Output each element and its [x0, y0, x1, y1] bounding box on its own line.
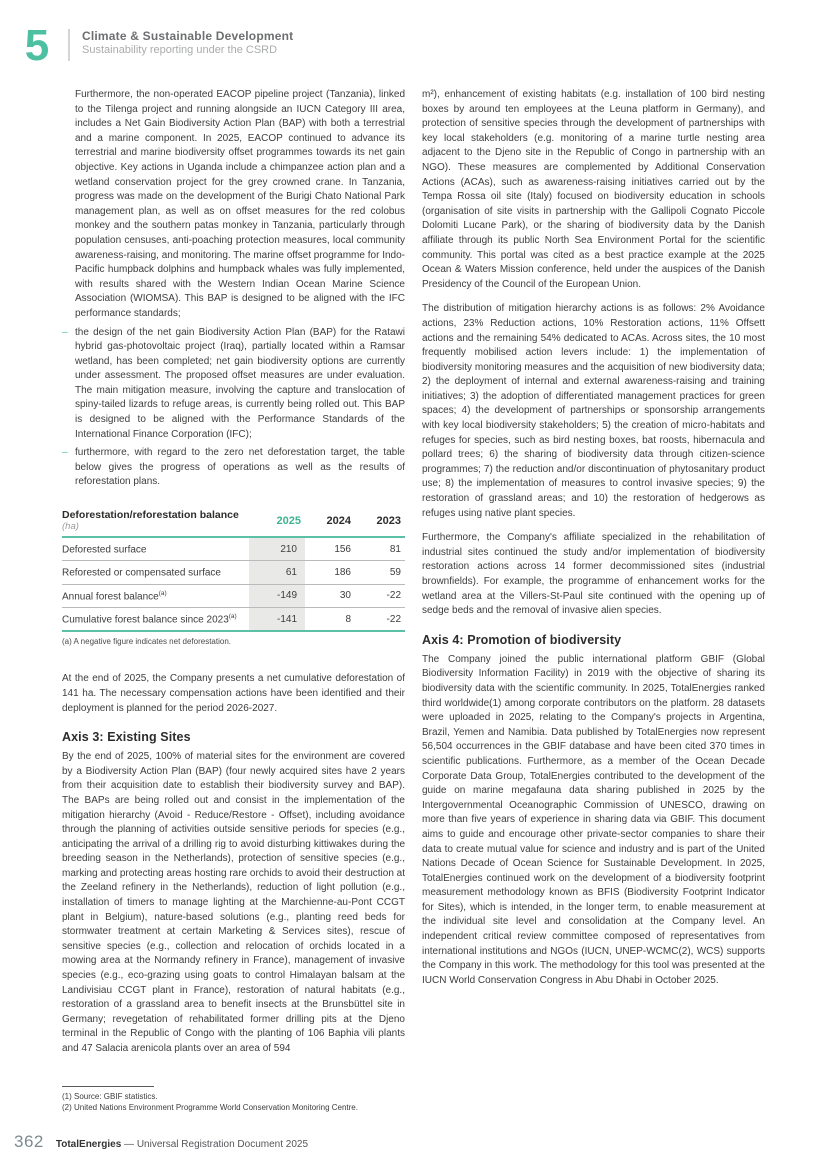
column-header-2025: 2025 — [249, 504, 305, 537]
cell-2024: 186 — [334, 567, 351, 579]
row-label-text: Reforested or compensated surface — [62, 567, 221, 579]
deforestation-table — [62, 504, 405, 632]
row-label-sup: (a) — [158, 589, 167, 597]
cell-2024: 8 — [345, 613, 351, 625]
table-row — [62, 561, 405, 584]
paragraph-cumulative-deforestation: At the end of 2025, the Company presents a net cumulative deforestation of 141 ha. The necessary compensation actions have been identified and their deployment is planned for the period 2026-2027. — [62, 673, 405, 714]
cell-2023: -22 — [386, 613, 401, 625]
cell-2025: -141 — [249, 608, 305, 632]
paragraph-rehabilitation: Furthermore, the Company's affiliate specialized in the rehabilitation of industrial sites continued the study and/or implementation of biodiversity restoration actions across 14 former decommissioned sites (industrial brownfields). For example, the programme of enhancement works for the wetland area at the Villers-St-Paul site continued with the opening up of sedge beds and the removal of invasive alien species. — [422, 532, 765, 617]
two-column-layout — [62, 88, 765, 1057]
bullet-dash: – — [62, 326, 68, 338]
paragraph-axis3: By the end of 2025, 100% of material sites for the environment are covered by a Biodiversity Action Plan (BAP) (four newly acquired sites have 2 years from their acquisition date to establish their biodiversity survey and BAP). The BAPs are being rolled out and consist in the implementation of the mitigation hierarchy (Avoid - Reduce/Restore - Offset), including avoidance through the planning of activities outside sensitive periods for species (e.g., anticipating the arrival of a drilling rig to avoid disturbing kittiwakes during the breeding season in the Netherlands), protection of sensitive species (e.g., marking and protecting areas hosting rare orchids to avoid their destruction at the Zeeland refinery in the Netherlands), reduction of light pollution (e.g., installation of timers to manage lighting at the Marchienne-au-Pont CCGT plant in Belgium), nature-based solutions (e.g., planting reed beds for stormwater treatment at certain Marketing & Services sites), rescue of sensitive species (e.g., collection and relocation of orchids located in a mowing area at the Normandy refinery in France), management of invasive species (e.g., eco-grazing using goats to control Himalayan balsam at the Landivisiau CCGT plant in France), restoration of natural habitats (e.g., restoration of a grassland area to benefit insects at the Brunsbüttel site in Germany; revegetation of rehabilitated former drilling pits at the Djeno terminal in the Republic of Congo with the planting of 106 Baphia vili plants and 47 Salacia arenicola plants over an area of 594 — [62, 751, 405, 1054]
row-label — [62, 584, 249, 607]
chapter-titles — [82, 26, 293, 56]
footer-brand: TotalEnergies — [55, 1139, 122, 1150]
table-header — [62, 504, 405, 537]
chapter-title: Climate & Sustainable Development — [82, 29, 294, 43]
axis4-heading: Axis 4: Promotion of biodiversity — [422, 632, 622, 647]
page-footer — [14, 1132, 308, 1152]
paragraph-habitats-continuation: m²), enhancement of existing habitats (e.g. installation of 100 bird nesting boxes by around ten employees at the Leuna platform in Germany), and protection of sensitive species through the development of partnerships with key local stakeholders (e.g. monitoring of a marine turtle nesting area adjacent to the Djeno site in the Republic of Congo in partnership with an NGO). These measures are complemented by Additional Conservation Actions (ACAs), such as awareness-raising initiatives carried out by the Tempa Rossa oil site (Italy) focused on biodiversity education in schools (organisation of site visits in partnership with the Gallipoli Cognato Piccole Dolomiti Lucane Park), or the sharing of biodiversity data by the Danish affiliate through its public North Sea Environment Portal for the scientific community. This portal was cited as a best practice example at the 2025 Ocean & Waters Mission conference, held under the auspices of the Danish Presidency of the Council of the European Union. — [422, 89, 765, 290]
page-number: 362 — [14, 1132, 44, 1151]
footnote-1: (1) Source: GBIF statistics. — [62, 1092, 158, 1101]
row-label-text: Deforested surface — [62, 544, 147, 556]
header-divider — [68, 29, 70, 61]
cell-2025: -149 — [249, 584, 305, 607]
cell-2024: 30 — [339, 590, 351, 602]
footnote-2: (2) United Nations Environment Programme World Conservation Monitoring Centre. — [62, 1103, 358, 1112]
table-row — [62, 537, 405, 561]
footer-text — [56, 1139, 308, 1150]
bullet-item-ratawi — [62, 326, 405, 443]
table-row — [62, 608, 405, 632]
row-label — [62, 537, 249, 561]
row-label — [62, 608, 249, 632]
row-label-text: Annual forest balance — [62, 591, 159, 603]
cell-2025: 210 — [249, 537, 305, 561]
page-footnotes — [62, 1086, 562, 1113]
paragraph-mitigation-distribution: The distribution of mitigation hierarchy actions is as follows: 2% Avoidance actions, 23% Reduction actions, 10% Restoration actions, 11% Offsett actions and the remaining 54% dedicated to ACAs. Across sites, the 10 most frequently mobilised action levers include: 1) the implementation of biodiversity monitoring measures and the acquisition of new biodiversity data; 2) the deployment of internal and external awareness-raising and training initiatives; 3) the adoption of differentiated management practices for green spaces; 4) the development of partnerships or sponsorship arrangements with key local biodiversity stakeholders; 5) the creation of micro-habitats and refuges for species, such as bird nesting boxes, bat roosts, hibernacula and pollard trees; 6) the sharing of biodiversity data through citizen-science programmes; 7) the reduction and/or discontinuation of phytosanitary product use; 8) the implementation of measures to control invasive species; 9) the restoration of grassland areas; and 10) the restoration of hedgerows as refuges using native plant species. — [422, 303, 765, 519]
left-column — [62, 88, 405, 1057]
bullet-item-deforestation — [62, 446, 405, 490]
bullet-text: the design of the net gain Biodiversity Action Plan (BAP) for the Ratawi hybrid gas-photovoltaic project (Iraq), partially located within a Ramsar wetland, has been completed; net gain biodiversity options are currently under assessment. The proposed offset measures are under evaluation. The main mitigation measure, involving the capture and translocation of spiny-tailed lizards to refuge areas, is currently being rolled out. This BAP is designed to be aligned with the Performance Standards of the International Finance Corporation (IFC); — [75, 326, 405, 440]
paragraph-eacop: Furthermore, the non-operated EACOP pipeline project (Tanzania), linked to the Tilenga project and running alongside an IUCN Category III area, includes a Net Gain Biodiversity Action Plan (BAP) with both a terrestrial and a marine component. In 2025, EACOP continued to advance its terrestrial and marine biodiversity offset programmes towards its net gain objective. Key actions in Uganda include a chimpanzee action plan and a wetland conservation project for the grey crowned crane. In Tanzania, progress was made on the development of the Burigi Chato National Park management plan, as well as on offset measures for the red colobus monkey and the southern patas monkey in Tanzania, particularly through population censuses, anti-poaching protection measures, local community awareness-raising, and monitoring. The marine offset programme for Indo-Pacific humpback dolphins and humpback whales was fully implemented, with results shared with the Western Indian Ocean Marine Science Association (WIOMSA). This BAP is designed to be aligned with the IFC performance standards; — [75, 89, 405, 319]
bullet-dash: – — [62, 447, 68, 459]
row-label-sup: (a) — [228, 613, 237, 621]
chapter-subtitle: Sustainability reporting under the CSRD — [82, 44, 278, 56]
chapter-number: 5 — [24, 21, 50, 70]
table-title: Deforestation/reforestation balance — [62, 509, 239, 522]
table-footnote: (a) A negative figure indicates net deforestation. — [62, 637, 231, 647]
cell-2025: 61 — [249, 561, 305, 584]
column-header-2024: 2024 — [305, 504, 355, 537]
footnote-rule — [62, 1086, 154, 1087]
cell-2024: 156 — [334, 543, 351, 555]
bullet-text: furthermore, with regard to the zero net deforestation target, the table below gives the progress of operations as well as the results of reforestation plans. — [75, 447, 405, 488]
table-unit: (ha) — [62, 521, 79, 533]
cell-2023: -22 — [386, 590, 401, 602]
footer-document-title: — Universal Registration Document 2025 — [124, 1139, 309, 1150]
row-label — [62, 561, 249, 584]
right-column — [422, 88, 765, 1057]
paragraph-axis4: The Company joined the public international platform GBIF (Global Biodiversity Information Facility) in 2019 with the objective of sharing its biodiversity data with the scientific community. In 2025, TotalEnergies ranked third worldwide(1) among corporate contributors on the platform. 28 datasets were uploaded in 2025, relating to the Company's projects in Argentina, Brazil, Yemen and Namibia. Data published by TotalEnergies now represent 56,504 occurrences in the GBIF database and have been cited 370 times in scientific publications. Furthermore, as a member of the Ocean Decade Corporate Data Group, TotalEnergies contributed to the development of the guide on marine megafauna data sharing published in 2025 by the Intergovernmental Oceanographic Commission of UNESCO, drawing on more than five years of experience in sharing data via GBIF. This document aims to guide and encourage other private-sector companies to share their data to create mutual value for science and industry and is part of the United Nations Decade of Ocean Science for Sustainable Development. In 2025, TotalEnergies continued work on the development of a biodiversity footprint measurement methodology known as BFIS (Biodiversity Footprint Indicator for Sites), which is intended, in the longer term, to enable measurement at the individual site level and consolidation at the Company level. An independent critical review committee composed of representatives from international institutions and NGOs (IUCN, UNEP-WCMC(2), WCS) supports the Company in this work. The methodology for this tool was presented at the IUCN World Conservation Congress in Abu Dhabi in October 2025. — [422, 653, 765, 986]
table-row — [62, 584, 405, 607]
axis3-heading: Axis 3: Existing Sites — [62, 730, 191, 745]
cell-2023: 59 — [389, 567, 401, 579]
table-title-cell — [62, 504, 249, 537]
chapter-header — [18, 21, 294, 70]
row-label-text: Cumulative forest balance since 2023 — [62, 614, 229, 626]
cell-2023: 81 — [389, 543, 401, 555]
column-header-2023: 2023 — [355, 504, 405, 537]
